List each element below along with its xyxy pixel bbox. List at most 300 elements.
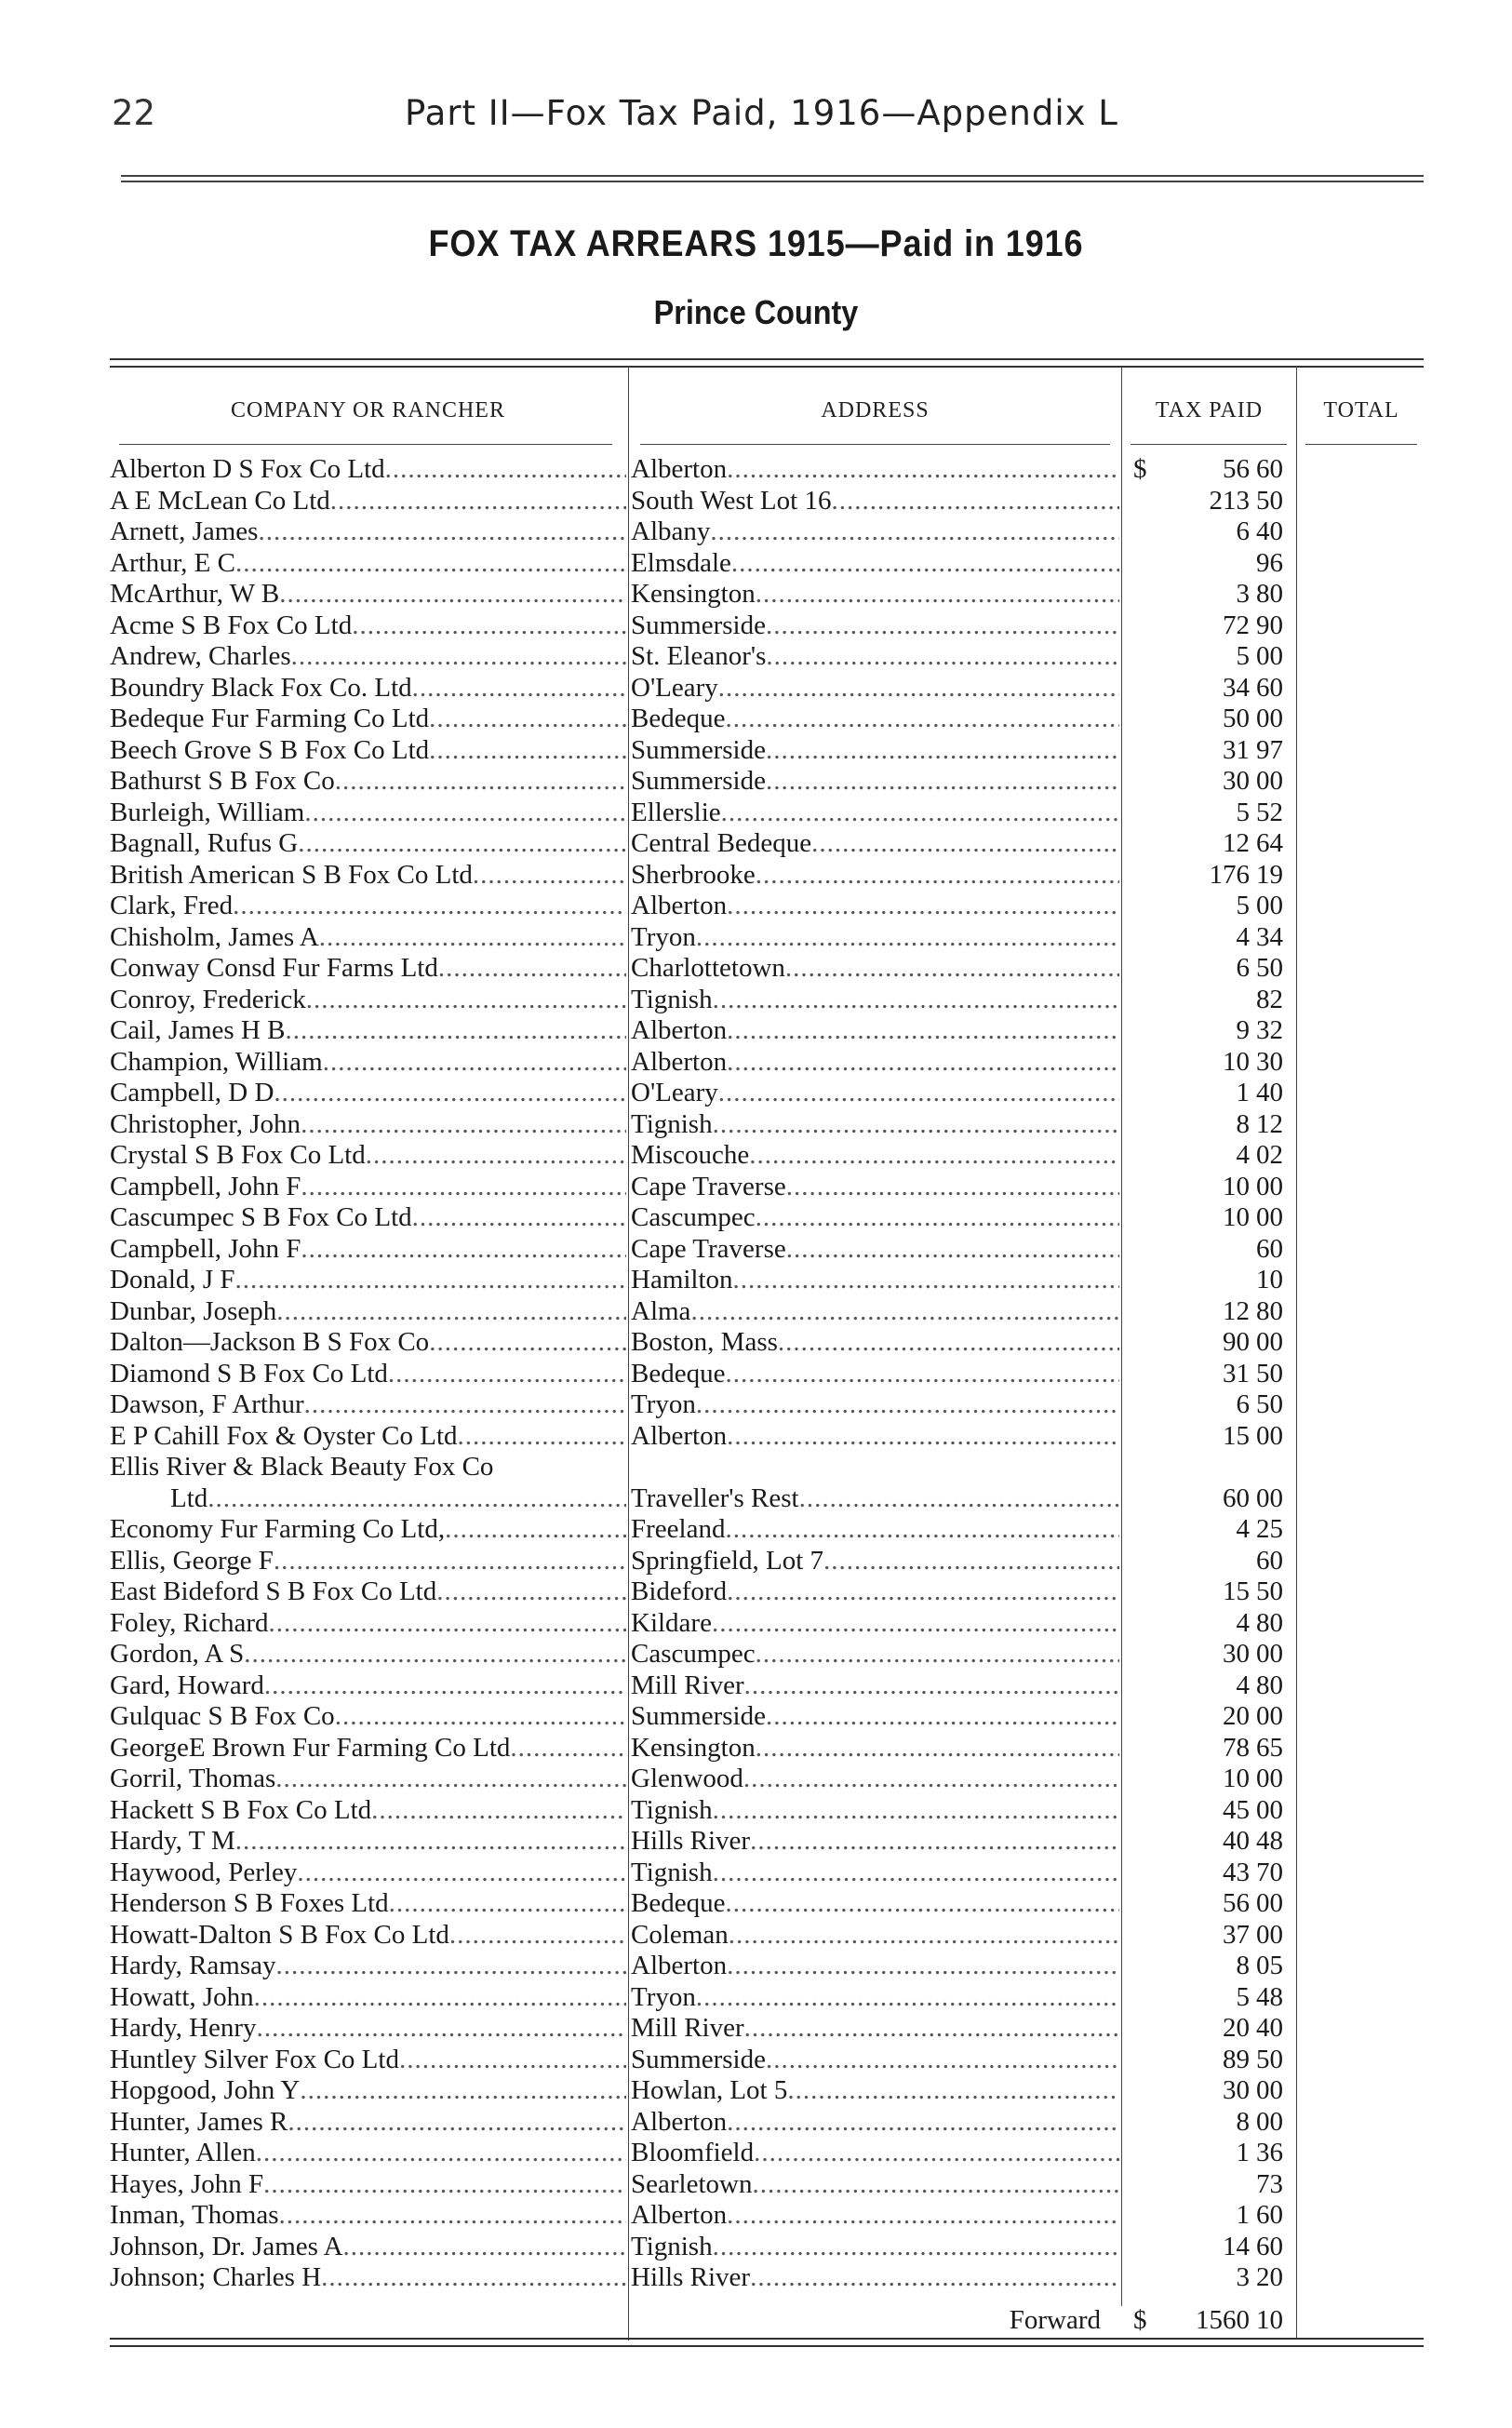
tax-cents: 80 <box>1256 1295 1283 1326</box>
tax-amount: 14 <box>1223 2231 1250 2261</box>
tax-amount: 15 <box>1223 1420 1250 1451</box>
tax-cents: 64 <box>1256 828 1283 858</box>
company-cell <box>110 548 626 580</box>
forward-label: Forward <box>1009 2305 1101 2335</box>
tax-amount: 30 <box>1223 2075 1250 2105</box>
address-text: Miscouche <box>631 1140 750 1170</box>
company-cell <box>110 1047 626 1079</box>
tax-cents: 00 <box>1256 1171 1283 1201</box>
table-row <box>110 1982 1424 2014</box>
company-name: Hayes, John F <box>110 2168 264 2199</box>
tax-amount: 3 <box>1236 2262 1250 2292</box>
tax-amount: 37 <box>1223 1919 1250 1950</box>
tax-amount: 20 <box>1223 2013 1250 2043</box>
dot-leader <box>727 1951 1119 1982</box>
company-name: Hardy, Ramsay <box>110 1951 276 1980</box>
table-row <box>110 1452 1424 1514</box>
tax-cents: 32 <box>1256 1015 1283 1045</box>
address-text: Cascumpec <box>631 1202 756 1232</box>
address-text: Alberton <box>631 454 728 484</box>
company-name: Andrew, Charles <box>110 641 291 671</box>
dot-leader <box>725 1888 1119 1920</box>
tax-amount: 78 <box>1223 1732 1250 1763</box>
tax-cents: 50 <box>1256 1576 1283 1606</box>
dollar-sign: $ <box>1133 454 1147 484</box>
tax-cents: 50 <box>1256 485 1283 516</box>
dot-leader <box>389 1888 626 1920</box>
company-cell <box>110 798 626 829</box>
tax-cents: 40 <box>1256 1078 1283 1107</box>
address-cell <box>631 1951 1119 1982</box>
company-cell <box>110 766 626 798</box>
tax-amount: 8 <box>1236 1951 1250 1980</box>
company-cell <box>110 1858 626 1889</box>
address-text: Bedeque <box>631 1358 726 1388</box>
tax-amount: 4 <box>1236 1140 1250 1170</box>
company-cell <box>110 1389 626 1421</box>
tax-amount: 20 <box>1223 1701 1250 1731</box>
company-cell <box>110 486 626 517</box>
tax-cents: 82 <box>1256 984 1283 1014</box>
address-text: Hills River <box>631 2262 751 2292</box>
table-row <box>110 2169 1424 2201</box>
company-name: Hopgood, John Y <box>110 2075 301 2105</box>
dot-leader <box>786 1172 1119 1203</box>
tax-amount: 60 <box>1223 1482 1250 1513</box>
dot-leader <box>385 454 626 486</box>
address-text: Searletown <box>631 2168 753 2199</box>
company-cell <box>110 1733 626 1764</box>
table-row <box>110 454 1424 486</box>
table-row <box>110 860 1424 892</box>
dot-leader <box>750 2262 1119 2294</box>
company-name: Henderson S B Foxes Ltd <box>110 1888 389 1918</box>
address-cell <box>631 1701 1119 1733</box>
company-cell <box>110 2107 626 2139</box>
company-name: E P Cahill Fox & Oyster Co Ltd <box>110 1420 458 1451</box>
address-cell <box>631 516 1119 548</box>
company-name: Bedeque Fur Farming Co Ltd <box>110 704 430 733</box>
table-row <box>110 1764 1424 1795</box>
company-name: Huntley Silver Fox Co Ltd <box>110 2044 399 2074</box>
company-name: Johnson, Dr. James A <box>110 2231 343 2261</box>
company-cell <box>110 2169 626 2201</box>
dot-leader <box>304 1389 626 1421</box>
company-cell <box>110 1452 626 1514</box>
table-row <box>110 1546 1424 1577</box>
tax-cents: 50 <box>1256 953 1283 983</box>
dot-leader <box>754 2138 1119 2169</box>
header-rule-second <box>121 181 1424 182</box>
dot-leader <box>279 579 626 610</box>
address-text: Albany <box>631 516 711 546</box>
address-text: Freeland <box>631 1514 726 1544</box>
table-row <box>110 985 1424 1016</box>
tax-amount: 30 <box>1223 1639 1250 1669</box>
table-row <box>110 1172 1424 1203</box>
tax-amount: 56 <box>1223 454 1250 484</box>
dot-leader <box>713 2232 1119 2263</box>
column-header-total: TOTAL <box>1323 398 1399 423</box>
company-name: Bathurst S B Fox Co <box>110 766 335 796</box>
company-name: Hunter, James R <box>110 2106 288 2137</box>
company-cell <box>110 2200 626 2232</box>
company-cell <box>110 1514 626 1546</box>
tax-amount: 10 <box>1223 1046 1250 1077</box>
address-text: Hamilton <box>631 1265 733 1294</box>
tax-amount: 1 <box>1236 2200 1250 2230</box>
table-row <box>110 2138 1424 2169</box>
address-text: Alma <box>631 1295 691 1326</box>
dot-leader <box>274 1546 626 1577</box>
tax-table <box>110 358 1424 2354</box>
tax-amount: 4 <box>1236 1670 1250 1700</box>
dot-leader <box>235 1826 626 1858</box>
table-row <box>110 1608 1424 1640</box>
address-cell <box>631 1015 1119 1047</box>
dot-leader <box>275 1764 626 1795</box>
address-cell <box>631 704 1119 735</box>
table-row <box>110 1888 1424 1920</box>
table-row <box>110 1047 1424 1079</box>
tax-cents: 00 <box>1256 766 1283 796</box>
address-cell <box>631 1234 1119 1266</box>
dot-leader <box>727 1576 1119 1608</box>
address-text: Summerside <box>631 1701 766 1731</box>
forward-row <box>110 2303 1424 2337</box>
company-cell <box>110 704 626 735</box>
company-cell <box>110 516 626 548</box>
table-row <box>110 1389 1424 1421</box>
address-cell <box>631 735 1119 767</box>
tax-cents: 52 <box>1256 797 1283 827</box>
tax-amount: 10 <box>1223 1171 1250 1201</box>
tax-cents: 60 <box>1256 1233 1283 1264</box>
table-row <box>110 1858 1424 1889</box>
forward-dollar-sign: $ <box>1133 2305 1147 2335</box>
address-cell <box>631 2075 1119 2107</box>
table-row <box>110 1421 1424 1453</box>
column-header-address: ADDRESS <box>821 398 930 423</box>
table-bottom-rule <box>110 2338 1424 2347</box>
tax-cents: 60 <box>1256 454 1283 484</box>
company-name: Arnett, James <box>110 516 259 546</box>
address-cell <box>631 828 1119 860</box>
dot-leader <box>713 985 1119 1016</box>
dot-leader <box>412 1202 626 1234</box>
address-text: Sherbrooke <box>631 859 756 890</box>
dot-leader <box>690 1296 1119 1328</box>
company-cell <box>110 985 626 1016</box>
company-cell <box>110 1140 626 1172</box>
company-name: Haywood, Perley <box>110 1857 298 1887</box>
company-cell <box>110 1234 626 1266</box>
tax-cents: 40 <box>1256 2013 1283 2043</box>
table-row <box>110 953 1424 985</box>
tax-cents: 70 <box>1256 1857 1283 1887</box>
table-row <box>110 1670 1424 1702</box>
address-cell <box>631 985 1119 1016</box>
dot-leader <box>258 516 626 548</box>
dot-leader <box>749 1140 1119 1172</box>
dot-leader <box>279 2200 627 2232</box>
company-name: Arthur, E C <box>110 547 235 578</box>
dot-leader <box>429 1327 626 1359</box>
company-name: Diamond S B Fox Co Ltd <box>110 1358 388 1388</box>
tax-amount: 5 <box>1236 891 1250 920</box>
table-body <box>110 454 1424 2294</box>
tax-amount: 4 <box>1236 1514 1250 1544</box>
table-row <box>110 1327 1424 1359</box>
address-text: Alberton <box>631 1015 728 1045</box>
address-cell <box>631 1140 1119 1172</box>
company-name: Campbell, D D <box>110 1078 274 1107</box>
address-cell <box>631 891 1119 922</box>
tax-cents: 25 <box>1256 1514 1283 1544</box>
table-row <box>110 828 1424 860</box>
address-text: Springfield, Lot 7 <box>631 1545 824 1576</box>
tax-cents: 00 <box>1256 1482 1283 1513</box>
dot-leader <box>233 891 626 922</box>
address-text: Alberton <box>631 1420 728 1451</box>
dot-leader <box>319 922 626 954</box>
tax-cents: 80 <box>1256 1670 1283 1700</box>
company-cell <box>110 735 626 767</box>
address-text: Summerside <box>631 610 766 640</box>
tax-amount: 6 <box>1236 516 1250 546</box>
tax-cents: 97 <box>1256 734 1283 765</box>
company-cell <box>110 828 626 860</box>
table-row <box>110 673 1424 704</box>
company-cell <box>110 922 626 954</box>
tax-cents: 19 <box>1256 859 1283 890</box>
company-cell <box>110 610 626 642</box>
company-name: Campbell, John F <box>110 1171 301 1201</box>
tax-cents: 00 <box>1256 641 1283 671</box>
page-subtitle: Prince County <box>653 293 859 331</box>
address-cell <box>631 1202 1119 1234</box>
header-rule <box>121 175 1424 177</box>
table-row <box>110 704 1424 735</box>
table-row <box>110 1265 1424 1296</box>
dot-leader <box>811 828 1119 860</box>
dot-leader <box>744 2013 1119 2045</box>
address-cell <box>631 1047 1119 1079</box>
address-cell <box>631 2045 1119 2076</box>
table-row <box>110 610 1424 642</box>
company-name: Ellis, George F <box>110 1545 274 1576</box>
dot-leader <box>831 486 1119 517</box>
address-cell <box>631 922 1119 954</box>
address-cell <box>631 1795 1119 1827</box>
tax-cents: 60 <box>1256 672 1283 703</box>
tax-cents: 00 <box>1256 2106 1283 2137</box>
address-text: Cascumpec <box>631 1639 756 1669</box>
address-text: Charlottetown <box>631 953 785 983</box>
dot-leader <box>696 922 1119 954</box>
address-text: Tryon <box>631 1981 696 2012</box>
tax-cents: 73 <box>1256 2168 1283 2199</box>
dot-leader <box>244 1639 626 1670</box>
dot-leader <box>731 548 1119 580</box>
address-cell <box>631 1670 1119 1702</box>
company-cell <box>110 1670 626 1702</box>
dot-leader <box>335 766 626 798</box>
tax-cents: 50 <box>1256 2044 1283 2074</box>
table-row <box>110 1202 1424 1234</box>
dot-leader <box>799 1483 1119 1515</box>
address-cell <box>631 1764 1119 1795</box>
dot-leader <box>727 891 1119 922</box>
address-cell <box>631 2262 1119 2294</box>
company-cell <box>110 1888 626 1920</box>
dot-leader <box>823 1546 1119 1577</box>
tax-amount: 8 <box>1236 2106 1250 2137</box>
tax-cents: 00 <box>1256 1202 1283 1232</box>
address-text: Tryon <box>631 921 696 952</box>
address-cell <box>631 2138 1119 2169</box>
dot-leader <box>713 1109 1119 1141</box>
dot-leader <box>286 1015 627 1047</box>
address-cell <box>631 1359 1119 1390</box>
company-name: Clark, Fred <box>110 891 234 920</box>
company-cell <box>110 1265 626 1296</box>
dot-leader <box>744 1670 1119 1702</box>
company-name: Inman, Thomas <box>110 2200 279 2230</box>
dot-leader <box>710 516 1119 548</box>
company-name: Gorril, Thomas <box>110 1764 276 1793</box>
company-cell <box>110 2262 626 2294</box>
tax-cents: 48 <box>1256 1826 1283 1856</box>
dot-leader <box>778 1327 1119 1359</box>
address-cell <box>631 2169 1119 2201</box>
company-cell <box>110 1639 626 1670</box>
dot-leader <box>257 2013 626 2045</box>
address-text: Mill River <box>631 2013 744 2043</box>
company-cell <box>110 579 626 610</box>
tax-cents: 00 <box>1256 891 1283 920</box>
table-row <box>110 2232 1424 2263</box>
address-text: Elmsdale <box>631 547 731 578</box>
address-text: Ellerslie <box>631 797 721 827</box>
tax-cents: 60 <box>1256 1545 1283 1576</box>
tax-cents: 50 <box>1256 1358 1283 1388</box>
table-row <box>110 486 1424 517</box>
tax-amount: 30 <box>1223 766 1250 796</box>
table-row <box>110 2013 1424 2045</box>
dot-leader <box>445 1514 626 1546</box>
address-text: St. Eleanor's <box>631 641 767 671</box>
tax-cents: 00 <box>1256 1888 1283 1918</box>
company-cell <box>110 454 626 486</box>
address-cell <box>631 610 1119 642</box>
tax-cents: 65 <box>1256 1732 1283 1763</box>
address-text: Summerside <box>631 2044 766 2074</box>
address-text: Kildare <box>631 1607 712 1638</box>
dot-leader <box>510 1733 626 1764</box>
company-cell <box>110 1202 626 1234</box>
company-name: Dunbar, Joseph <box>110 1295 277 1326</box>
table-row <box>110 2200 1424 2232</box>
company-name: Dawson, F Arthur <box>110 1389 304 1419</box>
address-text: Alberton <box>631 2200 728 2230</box>
address-cell <box>631 1888 1119 1920</box>
company-name: Foley, Richard <box>110 1607 269 1638</box>
address-text: Bloomfield <box>631 2138 755 2167</box>
dot-leader <box>276 1296 626 1328</box>
address-text: Kensington <box>631 1732 756 1763</box>
column-header-underline <box>640 444 1110 445</box>
company-cell <box>110 2075 626 2107</box>
table-row <box>110 1795 1424 1827</box>
company-cell <box>110 1608 626 1640</box>
table-row <box>110 641 1424 673</box>
tax-amount: 176 <box>1209 859 1250 890</box>
column-header-underline <box>1131 444 1287 445</box>
dot-leader <box>718 673 1119 704</box>
company-cell <box>110 1764 626 1795</box>
dot-leader <box>725 1514 1119 1546</box>
company-name: Gulquac S B Fox Co <box>110 1701 335 1731</box>
company-name: Dalton—Jackson B S Fox Co <box>110 1327 430 1357</box>
dot-leader <box>412 673 626 704</box>
company-name: Conroy, Frederick <box>110 984 306 1014</box>
dot-leader <box>786 1234 1119 1266</box>
table-row <box>110 1639 1424 1670</box>
table-row <box>110 1733 1424 1764</box>
address-text: Tignish <box>631 1857 713 1887</box>
tax-cents: 00 <box>1256 1327 1283 1357</box>
company-cell <box>110 1701 626 1733</box>
address-text: Boston, Mass <box>631 1327 778 1357</box>
address-cell <box>631 860 1119 892</box>
dot-leader <box>785 953 1119 985</box>
tax-cents: 00 <box>1256 1701 1283 1731</box>
tax-amount: 6 <box>1236 953 1250 983</box>
dot-leader <box>766 766 1119 798</box>
address-cell <box>631 673 1119 704</box>
dot-leader <box>207 1483 626 1515</box>
dot-leader <box>301 1234 626 1266</box>
dot-leader <box>335 1701 626 1733</box>
tax-cents: 02 <box>1256 1140 1283 1170</box>
address-text: O'Leary <box>631 1078 718 1107</box>
tax-amount: 45 <box>1223 1794 1250 1825</box>
dot-leader <box>756 1733 1119 1764</box>
company-cell <box>110 1078 626 1109</box>
table-row <box>110 1140 1424 1172</box>
dot-leader <box>301 1172 626 1203</box>
company-name: Hardy, T M <box>110 1826 235 1856</box>
dot-leader <box>438 953 626 985</box>
dot-leader <box>756 1202 1119 1234</box>
address-cell <box>631 1639 1119 1670</box>
company-cell <box>110 641 626 673</box>
company-cell <box>110 1951 626 1982</box>
tax-amount: 4 <box>1236 1607 1250 1638</box>
dot-leader <box>268 1608 626 1640</box>
forward-cents: 10 <box>1256 2305 1283 2335</box>
tax-cents: 96 <box>1256 547 1283 578</box>
tax-amount: 213 <box>1209 485 1250 516</box>
address-text: Alberton <box>631 891 728 920</box>
company-name: Boundry Black Fox Co. Ltd <box>110 672 412 703</box>
dot-leader <box>721 798 1119 829</box>
dot-leader <box>729 1920 1119 1952</box>
tax-cents: 48 <box>1256 1981 1283 2012</box>
table-top-rule <box>110 358 1424 368</box>
company-cell <box>110 953 626 985</box>
